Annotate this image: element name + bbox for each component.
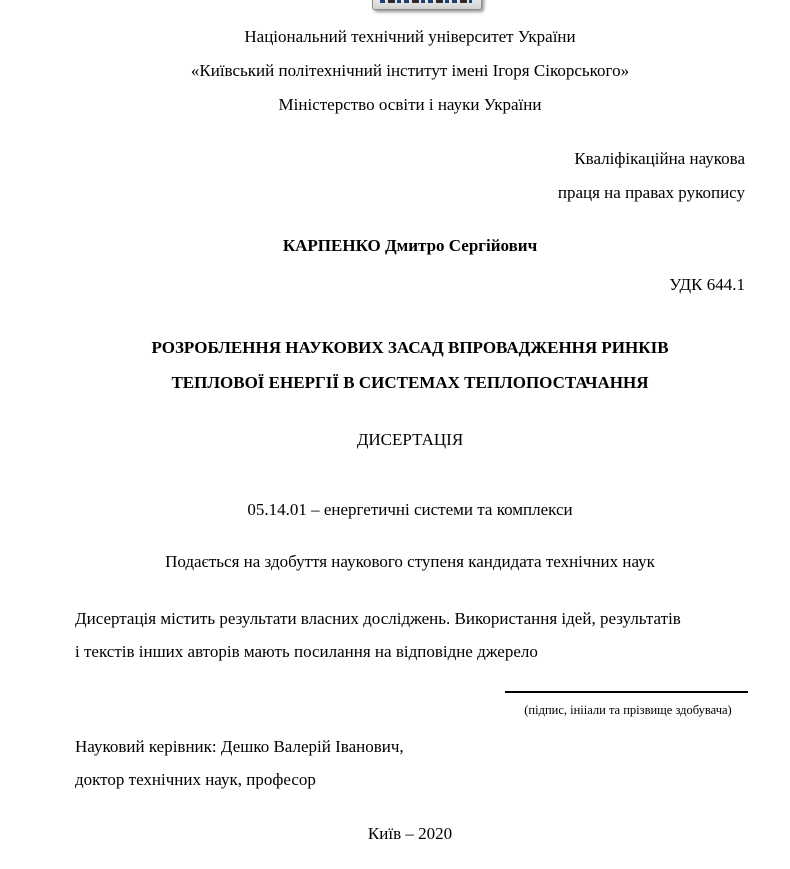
qualification-line-2: праця на правах рукопису [557, 183, 745, 202]
cut-off-button-text-fragments [380, 0, 472, 3]
signature-line [505, 691, 748, 693]
author-name: КАРПЕНКО Дмитро Сергійович [282, 236, 538, 255]
submission-statement: Подається на здобуття наукового ступеня кандидата технічних наук [165, 552, 655, 571]
university-header [75, 20, 745, 122]
dissertation-title [75, 330, 745, 400]
originality-declaration [75, 602, 745, 668]
title-line-1: РОЗРОБЛЕННЯ НАУКОВИХ ЗАСАД ВПРОВАДЖЕННЯ РИНКІВ [151, 338, 669, 357]
header-line-institute: «Київський політехнічний інститут імені Ігоря Сікорського» [190, 61, 630, 80]
header-line-university: Національний технічний університет України [244, 27, 576, 46]
supervisor-line-2: доктор технічних наук, професор [75, 770, 316, 789]
title-line-2: ТЕПЛОВОЇ ЕНЕРГІЇ В СИСТЕМАХ ТЕПЛОПОСТАЧАННЯ [171, 373, 649, 392]
declaration-line-1: Дисертація містить результати власних досліджень. Використання ідей, результатів [75, 609, 681, 628]
qualification-note [75, 142, 745, 210]
city-year: Київ – 2020 [367, 824, 453, 843]
specialty-code: 05.14.01 – енергетичні системи та комплекси [247, 500, 573, 519]
qualification-line-1: Кваліфікаційна наукова [574, 149, 745, 168]
document-type: ДИСЕРТАЦІЯ [356, 430, 464, 449]
udc-code: УДК 644.1 [669, 275, 745, 294]
supervisor-line-1: Науковий керівник: Дешко Валерій Іванович, [75, 737, 404, 756]
declaration-line-2: і текстів інших авторів мають посилання на відповідне джерело [75, 642, 538, 661]
header-line-ministry: Міністерство освіти і науки України [278, 95, 542, 114]
supervisor-info [75, 730, 745, 796]
signature-caption: (підпис, інііали та прізвище здобувача) [524, 703, 732, 717]
cut-off-button[interactable] [372, 0, 482, 10]
